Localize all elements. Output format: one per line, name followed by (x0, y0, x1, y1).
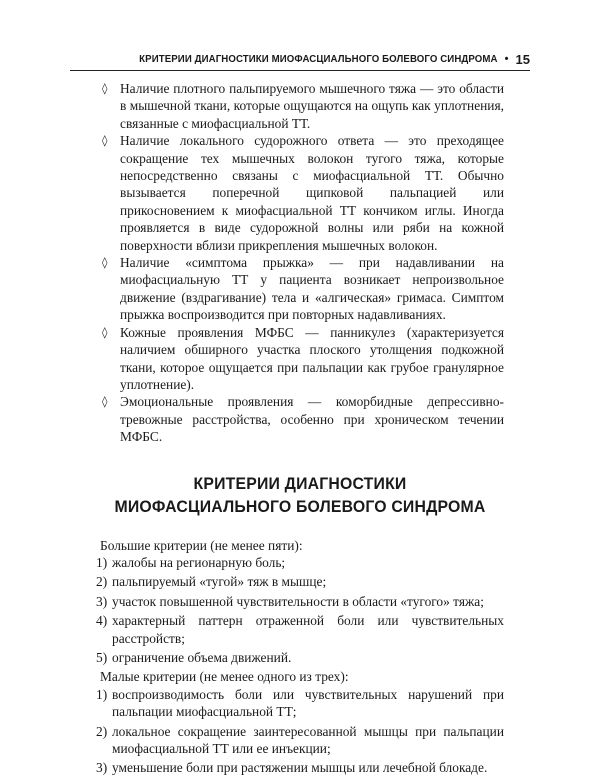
major-criteria-title: Большие критерии (не менее пяти): (100, 537, 303, 553)
list-item-text: Кожные проявления МФБС — панникулез (характеризуется наличием обширного участка плоского утолщения подкожной ткани, которое ощущается при пальпации как грубое гранулярное уплотнение). (120, 324, 504, 392)
list-item-text: Наличие локального судорожного ответа — это преходящее сокращение тех мышечных волокон тугого тяжа, которые непосредственно связаны с миофасциальной ТТ. Обычно вызывается поперечной щипковой пальпацией или прикосновением к миофасциальной ТТ кончиком иглы. Иногда проявляется в виде судорожной волны или ряби на кожной поверхности вблизи прикрепления мышечных волокон. (120, 133, 504, 253)
running-head (70, 48, 530, 71)
criteria-number: 3) (96, 593, 108, 609)
criteria-item (96, 649, 504, 666)
symptom-list (96, 80, 504, 446)
section-heading-line-1: КРИТЕРИИ ДИАГНОСТИКИ (193, 473, 407, 493)
diamond-icon: ◊ (102, 82, 108, 95)
list-item (96, 393, 504, 445)
criteria-text: пальпируемый «тугой» тяж в мышце; (112, 574, 327, 590)
page-content (96, 80, 504, 779)
diamond-icon: ◊ (102, 395, 108, 409)
criteria-text: воспроизводимость боли или чувствительных нарушений при пальпации миофасциальной ТТ; (112, 686, 504, 720)
criteria-text: локальное сокращение заинтересованной мышцы при пальпации миофасциальной ТТ или ее инъекции; (112, 723, 504, 756)
criteria-number: 3) (96, 760, 108, 776)
criteria-number: 4) (96, 613, 108, 629)
list-item-text: Эмоциональные проявления — коморбидные депрессивно-тревожные расстройства, особенно при хроническом течении МФБС. (120, 394, 504, 445)
list-item-text: Наличие плотного пальпируемого мышечного тяжа — это области в мышечной ткани, которые ощущаются на ощупь как уплотнения, связанные с миофасциальной ТТ. (120, 81, 504, 131)
minor-criteria-title: Малые критерии (не менее одного из трех): (100, 669, 349, 685)
running-head-bullet: • (504, 53, 509, 65)
running-head-title: КРИТЕРИИ ДИАГНОСТИКИ МИОФАСЦИАЛЬНОГО БОЛЕВОГО СИНДРОМА (139, 53, 498, 65)
criteria-item (96, 759, 504, 776)
criteria-item (96, 723, 504, 758)
page-number: 15 (515, 51, 530, 67)
criteria-text: уменьшение боли при растяжении мышцы или лечебной блокаде. (112, 760, 488, 776)
criteria-text: ограничение объема движений. (112, 649, 292, 665)
list-item (96, 324, 504, 394)
criteria-text: жалобы на регионарную боль; (112, 554, 286, 570)
criteria-item (96, 612, 504, 647)
criteria-item (96, 554, 504, 571)
list-item (96, 132, 504, 254)
criteria-text: участок повышенной чувствительности в области «тугого» тяжа; (112, 593, 484, 609)
criteria-number: 1) (96, 554, 108, 570)
list-item-text: Наличие «симптома прыжка» — при надавливании на миофасциальную ТТ у пациента возникает непроизвольное движение (вздрагивание) тела и «алгическая» гримаса. Симптом прыжка воспроизводится при повторных надавливаниях. (120, 255, 504, 323)
minor-criteria-list (96, 686, 504, 777)
criteria-number: 5) (96, 649, 108, 665)
section-heading (110, 472, 489, 518)
diamond-icon: ◊ (102, 325, 108, 339)
diamond-icon: ◊ (102, 256, 108, 270)
major-criteria-list (96, 554, 504, 666)
criteria-text: характерный паттерн отраженной боли или чувствительных расстройств; (112, 613, 504, 646)
diamond-icon: ◊ (102, 134, 108, 148)
criteria-number: 1) (96, 686, 108, 702)
section-heading-line-2: МИОФАСЦИАЛЬНОГО БОЛЕВОГО СИНДРОМА (114, 496, 486, 516)
criteria-item (96, 686, 504, 721)
criteria-number: 2) (96, 723, 108, 739)
list-item (96, 254, 504, 324)
criteria-item (96, 573, 504, 590)
criteria-item (96, 593, 504, 610)
criteria-number: 2) (96, 574, 108, 590)
list-item (96, 80, 504, 132)
